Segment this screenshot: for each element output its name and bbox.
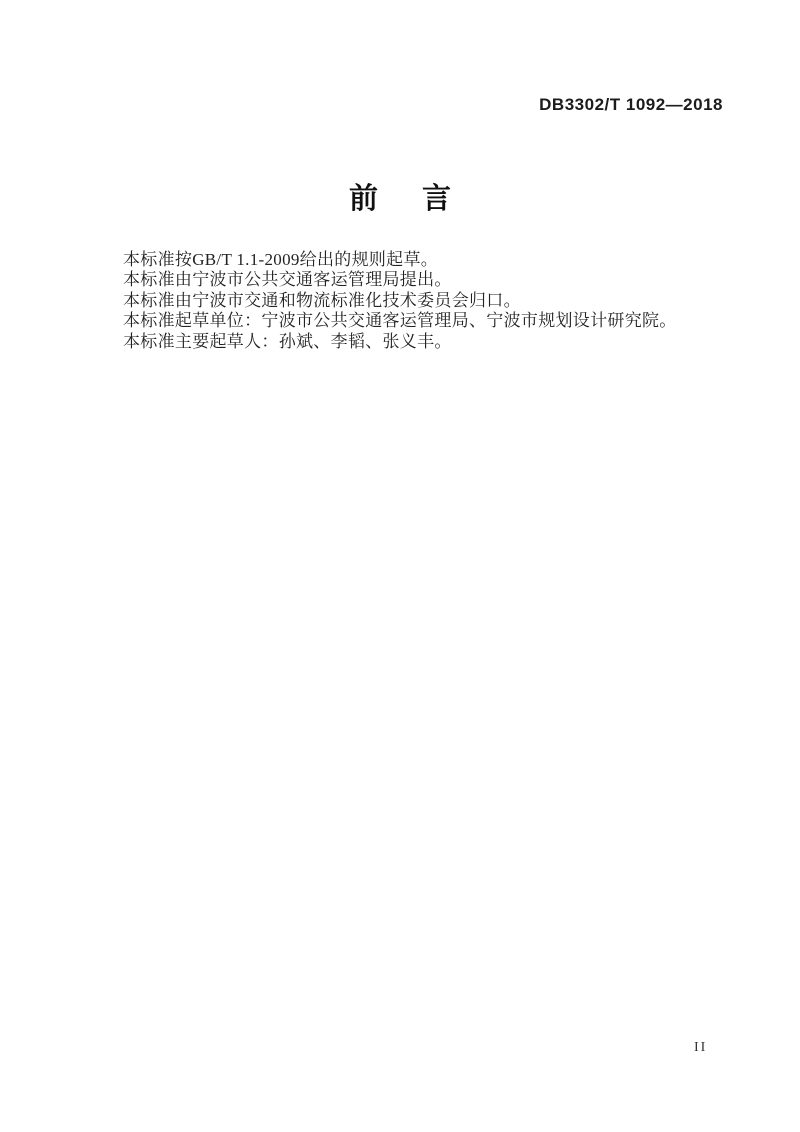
foreword-paragraph-2: 本标准由宁波市公共交通客运管理局提出。 (123, 270, 452, 290)
foreword-title-char-1: 前 (348, 183, 378, 215)
foreword-body (123, 250, 710, 352)
foreword-paragraph-3: 本标准由宁波市交通和物流标准化技术委员会归口。 (123, 290, 521, 310)
page-number: II (694, 1040, 708, 1055)
standard-code-header: DB3302/T 1092—2018 (539, 95, 723, 114)
foreword-paragraph-1: 本标准按GB/T 1.1-2009给出的规则起草。 (123, 250, 439, 269)
foreword-paragraph-4: 本标准起草单位：宁波市公共交通客运管理局、宁波市规划设计研究院。 (123, 311, 677, 331)
foreword-paragraph-5: 本标准主要起草人：孙斌、李韬、张义丰。 (123, 331, 452, 351)
foreword-title (0, 176, 800, 217)
foreword-title-char-2: 言 (422, 183, 452, 215)
